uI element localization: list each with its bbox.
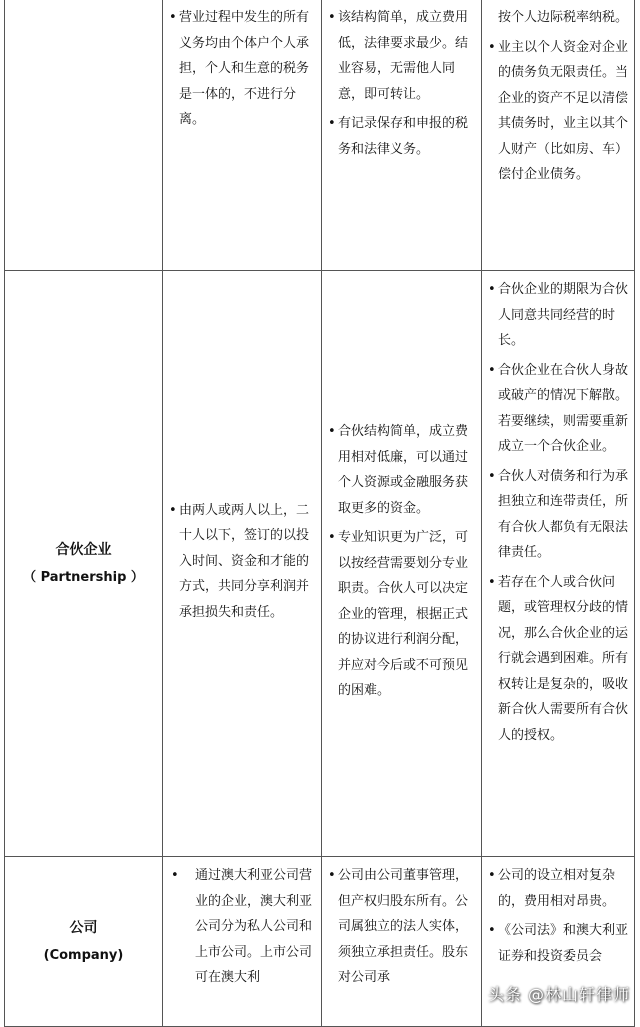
comparison-table [4, 0, 635, 1027]
list-item: • 合伙企业在合伙人身故或破产的情况下解散。若要继续，则需要重新成立一个合伙企业。 [488, 358, 628, 460]
definition-cell [163, 0, 322, 271]
list-item: • 合伙结构简单，成立费用相对低廉，可以通过个人资源或金融服务获取更多的资金。 [328, 419, 475, 521]
list-item: • 《公司法》和澳大利亚证券和投资委员会 [488, 918, 628, 969]
advantages-cell [322, 271, 482, 857]
entity-name-cn: 公司 [69, 919, 98, 936]
watermark: 头条 @林山轩律师 [487, 985, 630, 1004]
list-item: • 公司由公司董事管理，但产权归股东所有。公司属独立的法人实体，须独立承担责任。股东对公司承 [328, 863, 475, 991]
disadvantages-cell [482, 271, 635, 857]
entity-name-en: （ Partnership ） [23, 569, 144, 585]
table-row [5, 0, 635, 271]
list-item: • 业主以个人资金对企业的债务负无限责任。当企业的资产不足以清偿其债务时，业主以其个人财产（比如房、车）偿付企业债务。 [488, 35, 628, 188]
entity-name-en: (Company) [43, 947, 124, 963]
table-row [5, 271, 635, 857]
advantages-cell [322, 857, 482, 1027]
list-item: • 营业过程中发生的所有义务均由个体户个人承担，个人和生意的税务是一体的，不进行分离。 [169, 5, 315, 133]
list-item: • 通过澳大利亚公司营业的企业，澳大利亚公司分为私人公司和上市公司。上市公司可在澳大利 [169, 863, 315, 991]
advantages-cell [322, 0, 482, 271]
list-item: • 专业知识更为广泛，可以按经营需要划分专业职责。合伙人可以决定企业的管理，根据正式的协议进行利润分配，并应对今后或不可预见的困难。 [328, 525, 475, 704]
list-item: • 有记录保存和申报的税务和法律义务。 [328, 111, 475, 162]
disadvantages-cell [482, 0, 635, 271]
list-item: • 若存在个人或合伙问题，或管理权分歧的情况，那么合伙企业的运行就会遇到困难。所有权转让是复杂的，吸收新合伙人需要所有合伙人的授权。 [488, 570, 628, 749]
list-item: • 由两人或两人以上，二十人以下，签订的以投入时间、资金和才能的方式，共同分享利润并承担损失和责任。 [169, 498, 315, 626]
entity-name-cn: 合伙企业 [55, 541, 112, 558]
list-item: • 该结构简单，成立费用低，法律要求最少。结业容易，无需他人同意，即可转让。 [328, 5, 475, 107]
continued-text: 按个人边际税率纳税。 [498, 10, 629, 25]
entity-name-cell [5, 271, 163, 857]
entity-name-cell [5, 857, 163, 1027]
list-item: • 合伙人对债务和行为承担独立和连带责任，所有合伙人都负有无限法律责任。 [488, 464, 628, 566]
list-item: • 公司的设立相对复杂的，费用相对昂贵。 [488, 863, 628, 914]
list-item: • 合伙企业的期限为合伙人同意共同经营的时长。 [488, 277, 628, 354]
definition-cell [163, 857, 322, 1027]
definition-cell [163, 271, 322, 857]
entity-name-cell [5, 0, 163, 271]
